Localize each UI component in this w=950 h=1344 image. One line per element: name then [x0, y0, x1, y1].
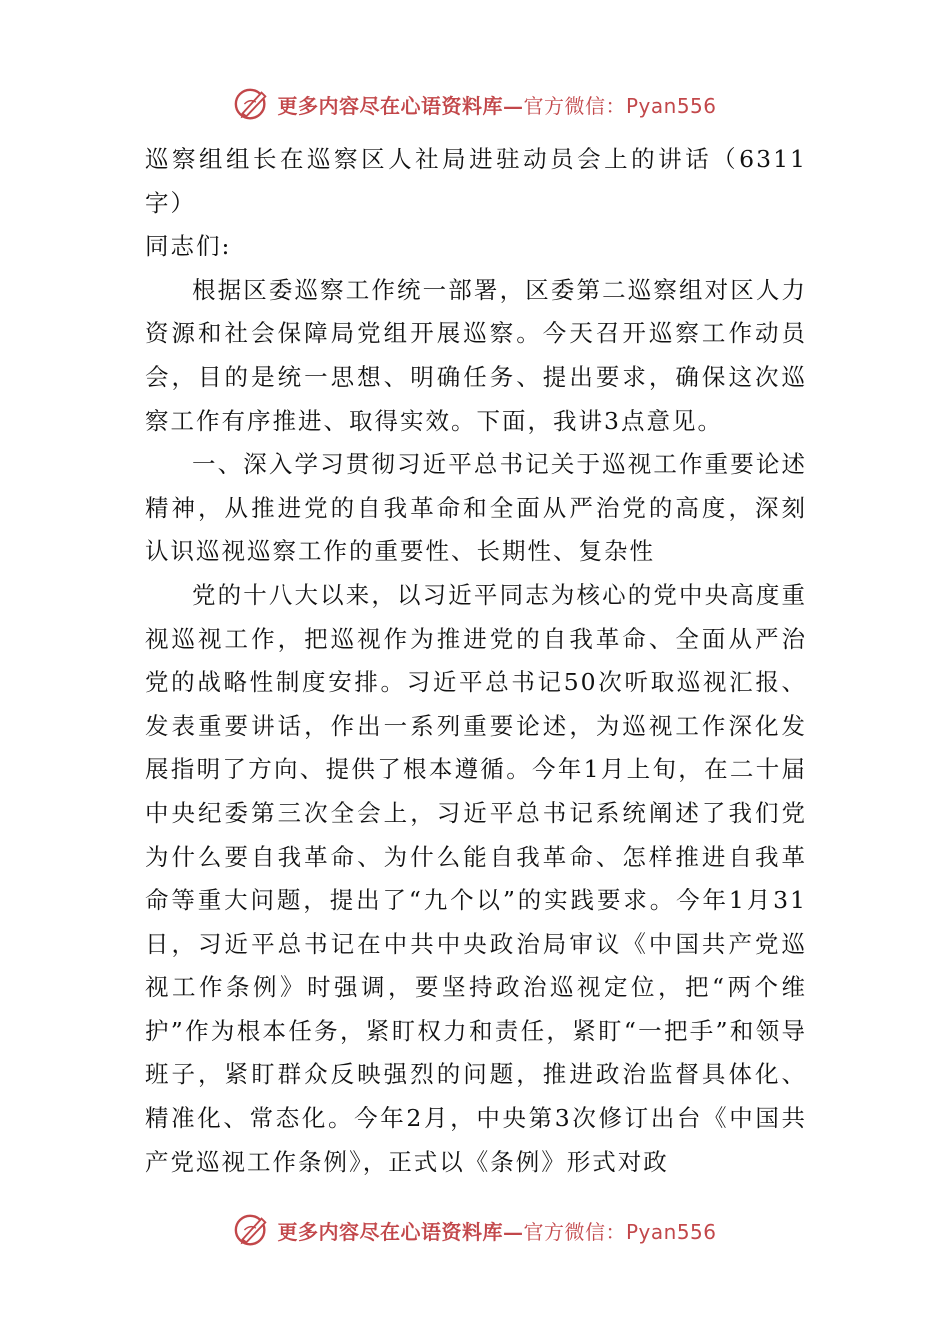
document-title: 巡察组组长在巡察区人社局进驻动员会上的讲话（6311字） [145, 145, 807, 217]
paragraph-intro: 根据区委巡察工作统一部署，区委第二巡察组对区人力资源和社会保障局党组开展巡察。今天召开巡察工作动员会，目的是统一思想、明确任务、提出要求，确保这次巡察工作有序推进、取得实效。下面，我讲3点意见。 [145, 275, 807, 435]
banner-site-name: 更多内容尽在心语资料库 [277, 1219, 503, 1244]
banner-dash: — [502, 93, 524, 118]
banner-wechat-id: Pyan556 [625, 93, 717, 118]
pen-logo-icon [233, 85, 271, 123]
footer-banner [0, 1210, 950, 1250]
banner-dash: — [502, 1219, 524, 1244]
salutation: 同志们: [145, 232, 232, 261]
section-heading-one: 一、深入学习贯彻习近平总书记关于巡视工作重要论述精神，从推进党的自我革命和全面从严治党的高度，深刻认识巡视巡察工作的重要性、长期性、复杂性 [145, 450, 807, 566]
document-body [145, 138, 807, 1184]
banner-wechat-label: 官方微信： [523, 93, 626, 118]
header-banner [0, 84, 950, 124]
banner-wechat-id: Pyan556 [625, 1219, 717, 1244]
banner-wechat-label: 官方微信： [523, 1219, 626, 1244]
paragraph-body: 党的十八大以来，以习近平同志为核心的党中央高度重视巡视工作，把巡视作为推进党的自我革命、全面从严治党的战略性制度安排。习近平总书记50次听取巡视汇报、发表重要讲话，作出一系列重要论述，为巡视工作深化发展指明了方向、提供了根本遵循。今年1月上旬，在二十届中央纪委第三次全会上，习近平总书记系统阐述了我们党为什么要自我革命、为什么能自我革命、怎样推进自我革命等重大问题，提出了“九个以”的实践要求。今年1月31日，习近平总书记在中共中央政治局审议《中国共产党巡视工作条例》时强调，要坚持政治巡视定位，把“两个维护”作为根本任务，紧盯权力和责任，紧盯“一把手”和领导班子，紧盯群众反映强烈的问题，推进政治监督具体化、精准化、常态化。今年2月，中央第3次修订出台《中国共产党巡视工作条例》，正式以《条例》形式对政 [145, 580, 807, 1176]
banner-site-name: 更多内容尽在心语资料库 [277, 93, 503, 118]
pen-logo-icon [233, 1211, 271, 1249]
